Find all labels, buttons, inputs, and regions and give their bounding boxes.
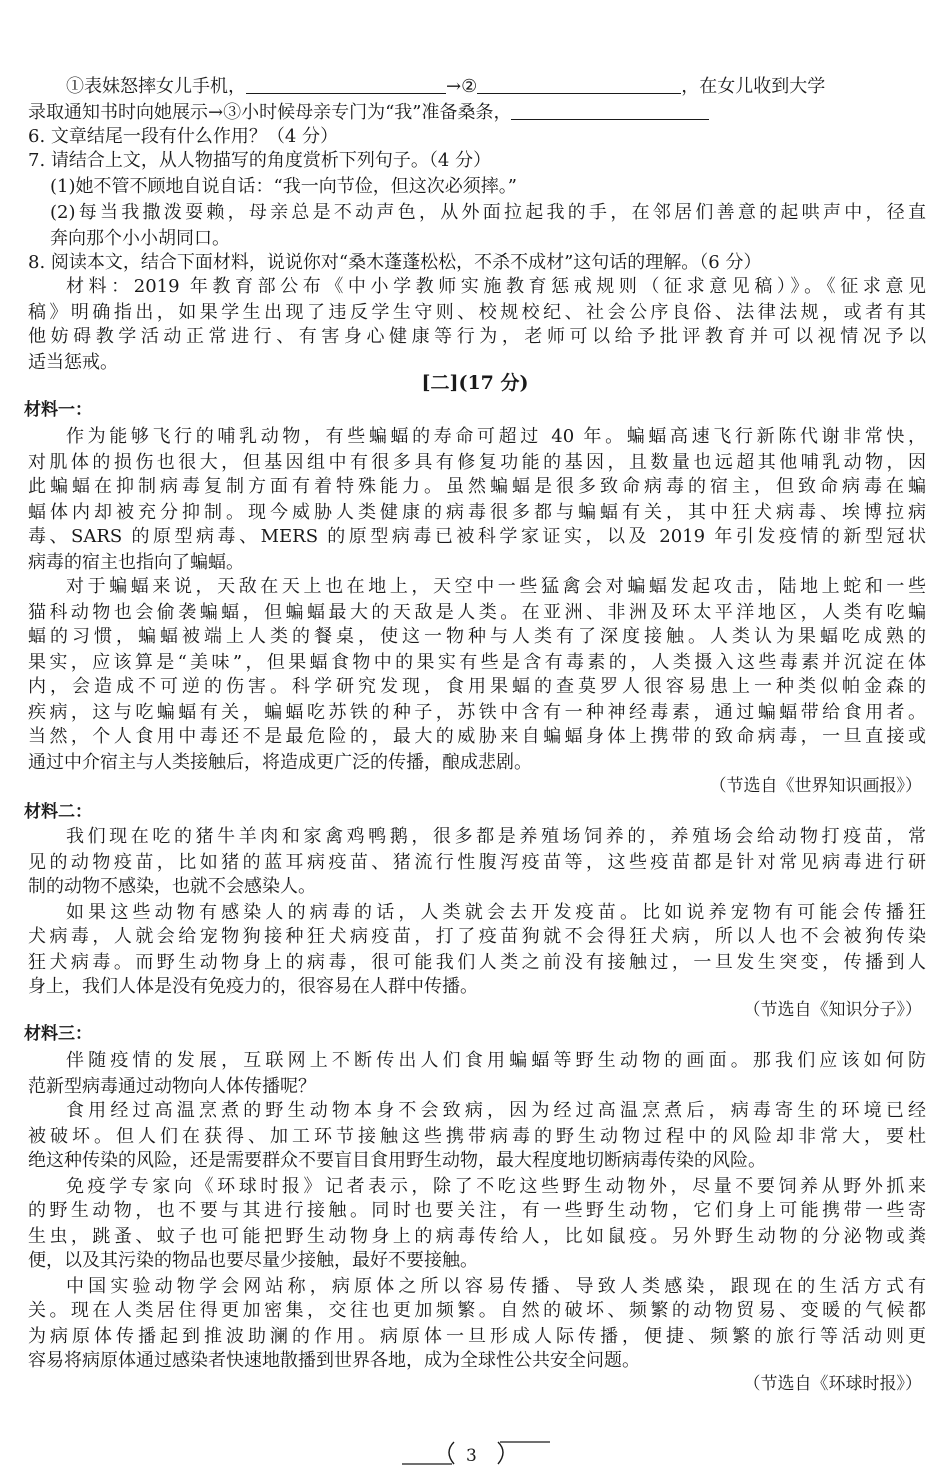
- material-1-line: 蝠的习惯，蝙蝠被端上人类的餐桌，使这一物种与人类有了深度接触。人类认为果蝠吃成熟的: [28, 626, 926, 647]
- material-1-line: 疾病，这与吃蝙蝠有关，蝙蝠吃苏铁的种子，苏铁中含有一种神经毒素，通过蝙蝠带给食用者。: [28, 702, 926, 723]
- material-3-line: 便，以及其污染的物品也要尽量少接触，最好不要接触。: [28, 1250, 478, 1271]
- material-3-line: 关。现在人类居住得更加密集，交往也更加频繁。自然的破坏、频繁的动物贸易、变暖的气候都: [28, 1300, 926, 1321]
- material-1-line: 病毒的宿主也指向了蝙蝠。: [28, 552, 244, 573]
- material-1-line: 毒、SARS 的原型病毒、MERS 的原型病毒已被科学家证实，以及 2019 年引发疫情的新型冠状: [28, 526, 926, 547]
- material-2-line: 犬病毒，人就会给宠物狗接种狂犬病疫苗，打了疫苗狗就不会得狂犬病，所以人也不会被狗传染: [28, 926, 926, 947]
- answer-blank-3[interactable]: [511, 101, 709, 120]
- answer-chain-line: [66, 74, 926, 100]
- material-1-line: 对于蝙蝠来说，天敌在天上也在地上，天空中一些猛禽会对蝙蝠发起攻击，陆地上蛇和一些: [66, 576, 926, 597]
- material-1-line: 作为能够飞行的哺乳动物，有些蝙蝠的寿命可超过 40 年。蝙蝠高速飞行新陈代谢非常快，: [66, 426, 926, 447]
- page-footer: [0, 1438, 950, 1468]
- section-heading: [二](17 分): [421, 372, 529, 394]
- question-7-sentence-2-cont: 奔向那个小小胡同口。: [50, 228, 230, 249]
- material-1-line: 果实，应该算是“美味”，但果蝠食物中的果实有些是含有毒素的，人类摄入这些毒素并沉淀在体: [28, 652, 926, 673]
- material-3-line: 被破坏。但人们在获得、加工环节接触这些携带病毒的野生动物过程中的风险却非常大，要杜: [28, 1126, 926, 1147]
- material-3-line: 伴随疫情的发展，互联网上不断传出人们食用蝙蝠等野生动物的画面。那我们应该如何防: [66, 1050, 926, 1071]
- material-1-line: 猫科动物也会偷袭蝙蝠，但蝙蝠最大的天敌是人类。在亚洲、非洲及环太平洋地区，人类有吃蝙: [28, 602, 926, 623]
- question-6: 6. 文章结尾一段有什么作用？（4 分）: [28, 126, 339, 147]
- material-1-label: 材料一：: [24, 400, 92, 420]
- material-3-line: 免疫学专家向《环球时报》记者表示，除了不吃这些野生动物外，尽量不要饲养从野外抓来: [66, 1176, 926, 1197]
- material-1-line: 当然，个人食用中毒还不是最危险的，最大的威胁来自蝙蝠身体上携带的致命病毒，一旦直接或: [28, 726, 926, 747]
- question-8-material-line: 稿》明确指出，如果学生出现了违反学生守则、校规校纪、社会公序良俗、法律法规，或者有其: [28, 302, 926, 323]
- material-3-line: 为病原体传播起到推波助澜的作用。病原体一旦形成人际传播，便捷、频繁的旅行等活动则更: [28, 1326, 926, 1347]
- material-2-line: 如果这些动物有感染人的病毒的话，人类就会去开发疫苗。比如说养宠物有可能会传播狂: [66, 902, 926, 923]
- material-3-line: 食用经过高温烹煮的野生动物本身不会致病，因为经过高温烹煮后，病毒寄生的环境已经: [66, 1100, 926, 1121]
- material-2-line: 我们现在吃的猪牛羊肉和家禽鸡鸭鹅，很多都是养殖场饲养的，养殖场会给动物打疫苗，常: [66, 826, 926, 847]
- material-1-line: 蝠体内却被充分抑制。现今威胁人类健康的病毒很多都与蝙蝠有关，其中狂犬病毒、埃博拉病: [28, 502, 926, 523]
- answer-blank-2[interactable]: [477, 75, 681, 94]
- material-1-line: 对肌体的损伤也很大，但基因组中有很多具有修复功能的基因，且数量也远超其他哺乳动物，因: [28, 452, 926, 473]
- material-1-line: 通过中介宿主与人类接触后，将造成更广泛的传播，酿成悲剧。: [28, 752, 532, 773]
- material-1-line: 此蝙蝠在抑制病毒复制方面有着特殊能力。虽然蝙蝠是很多致命病毒的宿主，但致命病毒在蝙: [28, 476, 926, 497]
- material-2-label: 材料二：: [24, 802, 92, 822]
- material-1-source: （节选自《世界知识画报》）: [709, 776, 922, 796]
- chain-step-1: ①表妹怒摔女儿手机，: [66, 76, 246, 97]
- material-3-label: 材料三：: [24, 1024, 92, 1044]
- question-8-material-line: 他妨碍教学活动正常进行、有害身心健康等行为，老师可以给予批评教育并可以视情况予以: [28, 326, 926, 347]
- material-2-line: 身上，我们人体是没有免疫力的，很容易在人群中传播。: [28, 976, 478, 997]
- material-2-source: （节选自《知识分子》）: [743, 1000, 922, 1020]
- question-8: 8. 阅读本文，结合下面材料，说说你对“桑木蓬蓬松松，不杀不成材”这句话的理解。（6 分）: [28, 252, 762, 273]
- question-8-material-line: 材料：2019 年教育部公布《中小学教师实施教育惩戒规则（征求意见稿）》。《征求意见: [66, 276, 926, 297]
- answer-chain-line-2: [28, 100, 926, 126]
- material-3-line: 绝这种传染的风险，还是需要群众不要盲目食用野生动物，最大程度地切断病毒传染的风险。: [28, 1150, 766, 1171]
- question-7: 7. 请结合上文，从人物描写的角度赏析下列句子。（4 分）: [28, 150, 492, 171]
- question-7-sentence-2: (2)每当我撒泼耍赖，母亲总是不动声色，从外面拉起我的手，在邻居们善意的起哄声中，径直: [50, 202, 926, 223]
- chain-step-3: 录取通知书时向她展示→③小时候母亲专门为“我”准备桑条，: [28, 102, 512, 123]
- material-1-line: 内，会造成不可逆的伤害。科学研究发现，食用果蝠的查莫罗人很容易患上一种类似帕金森的: [28, 676, 926, 697]
- question-7-sentence-1: (1)她不管不顾地自说自话：“我一向节俭，但这次必须摔。”: [50, 176, 517, 197]
- answer-blank-1[interactable]: [246, 75, 446, 94]
- material-2-line: 见的动物疫苗，比如猪的蓝耳病疫苗、猪流行性腹泻疫苗等，这些疫苗都是针对常见病毒进行研: [28, 852, 926, 873]
- chain-step-2-tail: ，在女儿收到大学: [681, 76, 826, 97]
- chain-arrow-2: →②: [446, 76, 478, 97]
- material-3-line: 生虫，跳蚤、蚊子也可能把野生动物身上的病毒传给人，比如鼠疫。另外野生动物的分泌物或粪: [28, 1226, 926, 1247]
- question-8-material-line: 适当惩戒。: [28, 352, 118, 373]
- material-2-line: 狂犬病毒。而野生动物身上的病毒，很可能我们人类之前没有接触过，一旦发生突变，传播到人: [28, 952, 926, 973]
- material-3-line: 中国实验动物学会网站称，病原体之所以容易传播、导致人类感染，跟现在的生活方式有: [66, 1276, 926, 1297]
- material-3-line: 容易将病原体通过感染者快速地散播到世界各地，成为全球性公共安全问题。: [28, 1350, 640, 1371]
- material-3-line: 的野生动物，也不要与其进行接触。同时也要关注，有一些野生动物，它们身上可能携带一些寄: [28, 1200, 926, 1221]
- material-3-line: 范新型病毒通过动物向人体传播呢？: [28, 1076, 316, 1097]
- material-2-line: 制的动物不感染，也就不会感染人。: [28, 876, 316, 897]
- material-3-source: （节选自《环球时报》）: [743, 1374, 922, 1394]
- page-number: 3: [466, 1446, 477, 1466]
